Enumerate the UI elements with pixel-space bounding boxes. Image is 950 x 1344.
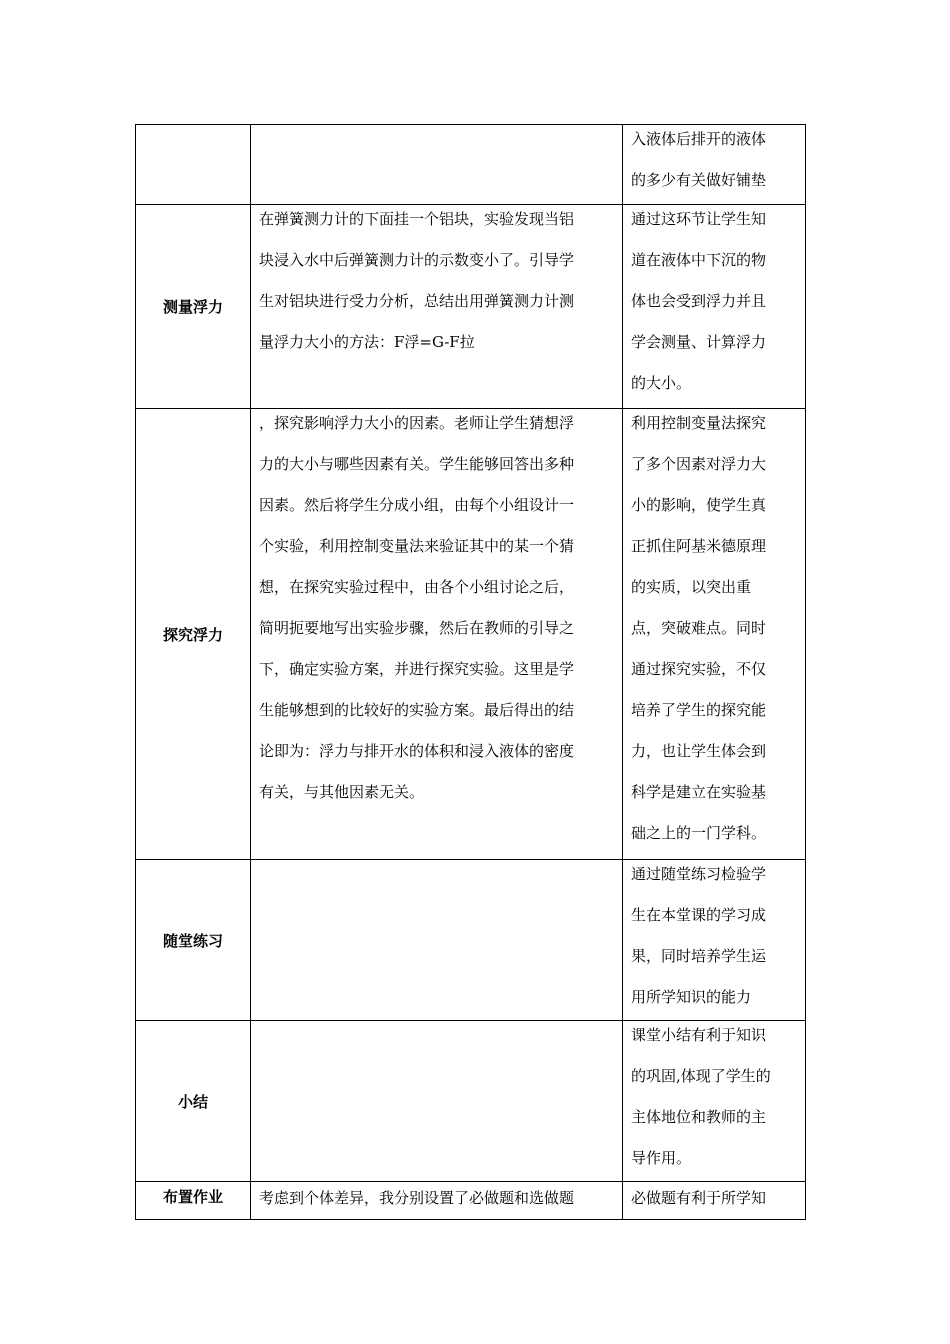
content-cell (251, 205, 623, 409)
content-text: 在弹簧测力计的下面挂一个铝块，实验发现当铝 块浸入水中后弹簧测力计的示数变小了。引导学 生对铝块进行受力分析，总结出用弹簧测力计测 量浮力大小的方法：F浮=G-F拉 (259, 210, 575, 351)
stage-cell (136, 1021, 251, 1182)
intent-cell (623, 205, 806, 409)
intent-cell (623, 1021, 806, 1182)
table-row (136, 860, 806, 1021)
table-row (136, 205, 806, 409)
intent-text: 通过这环节让学生知 道在液体中下沉的物 体也会受到浮力并且 学会测量、计算浮力 的大小。 (631, 210, 767, 392)
intent-text: 利用控制变量法探究 了多个因素对浮力大 小的影响，使学生真 正抓住阿基米德原理 的实质，以突出重 点，突破难点。同时 通过探究实验，不仅 培养了学生的探究能 力，也让学生体会到 科学是建立在实验基 础之上的一门学科。 (631, 414, 767, 842)
intent-cell (623, 125, 806, 205)
table-row (136, 1021, 806, 1182)
table-row (136, 1182, 806, 1220)
content-text: 考虑到个体差异，我分别设置了必做题和选做题 (259, 1189, 575, 1207)
intent-text: 通过随堂练习检验学 生在本堂课的学习成 果，同时培养学生运 用所学知识的能力 (631, 865, 767, 1006)
intent-text: 入液体后排开的液体 的多少有关做好铺垫 (631, 130, 767, 189)
content-cell (251, 1182, 623, 1220)
intent-text: 课堂小结有利于知识 的巩固,体现了学生的 主体地位和教师的主 导作用。 (631, 1026, 771, 1167)
content-cell (251, 860, 623, 1021)
stage-cell (136, 860, 251, 1021)
table-row (136, 125, 806, 205)
stage-label: 测量浮力 (162, 298, 223, 316)
stage-cell (136, 409, 251, 860)
intent-text: 必做题有利于所学知 (631, 1189, 767, 1207)
intent-cell (623, 409, 806, 860)
content-text: ，探究影响浮力大小的因素。老师让学生猜想浮 力的大小与哪些因素有关。学生能够回答出多种 因素。然后将学生分成小组，由每个小组设计一 个实验，利用控制变量法来验证其中的某一个猜 想，在探究实验过程中，由各个小组讨论之后， 简明扼要地写出实验步骤，然后在教师的引导之 下，确定实验方案，并进行探究实验。这里是学 生能够想到的比较好的实验方案。最后得出的结 论即为：浮力与排开水的体积和浸入液体的密度 有关，与其他因素无关。 (259, 414, 575, 801)
stage-cell (136, 205, 251, 409)
intent-cell (623, 860, 806, 1021)
content-cell (251, 409, 623, 860)
stage-cell (136, 125, 251, 205)
content-cell (251, 1021, 623, 1182)
content-cell (251, 125, 623, 205)
stage-cell (136, 1182, 251, 1220)
stage-label: 探究浮力 (162, 625, 223, 644)
stage-label: 布置作业 (162, 1188, 223, 1206)
table-row (136, 409, 806, 860)
intent-cell (623, 1182, 806, 1220)
stage-label: 随堂练习 (162, 931, 223, 950)
lesson-plan-table (135, 124, 806, 1220)
stage-label: 小结 (177, 1092, 208, 1111)
